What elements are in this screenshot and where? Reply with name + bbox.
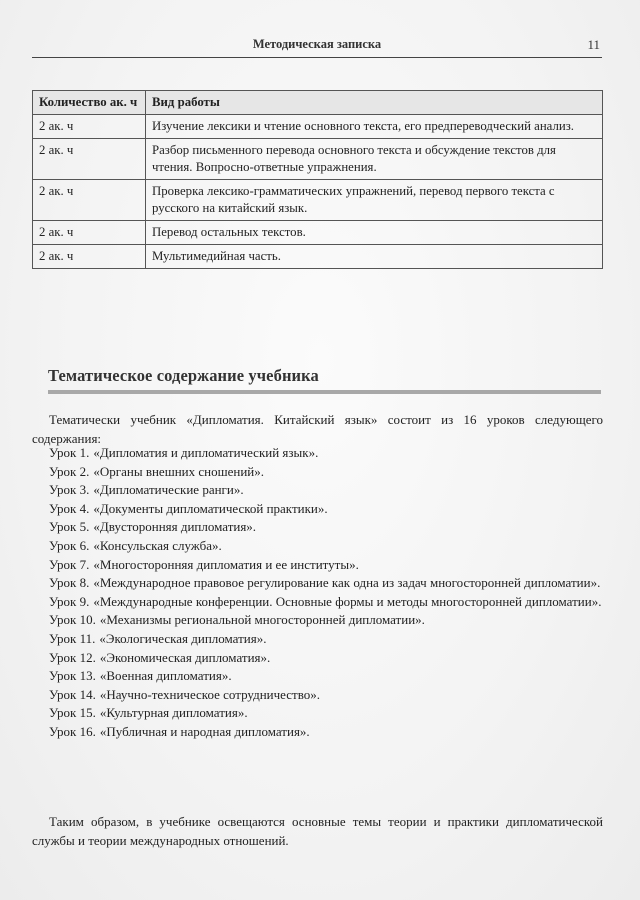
lesson-title: «Документы дипломатической практики». (93, 500, 328, 516)
cell-hours: 2 ак. ч (33, 180, 146, 221)
cell-hours: 2 ак. ч (33, 139, 146, 180)
lesson-title: «Многосторонняя дипломатия и ее институты». (93, 556, 359, 572)
cell-hours: 2 ак. ч (33, 221, 146, 245)
list-item (32, 444, 603, 463)
list-item (32, 667, 603, 686)
lesson-number: Урок 11. (49, 630, 96, 646)
running-title: Методическая записка (252, 37, 382, 51)
list-item (32, 500, 603, 519)
lesson-number: Урок 7. (49, 556, 90, 572)
column-header-hours: Количество ак. ч (33, 91, 146, 115)
list-item (32, 574, 603, 593)
lesson-title: «Публичная и народная дипломатия». (99, 723, 310, 739)
lesson-title: «Военная дипломатия». (99, 668, 232, 684)
cell-work: Проверка лексико-грамматических упражнений, перевод первого текста с русского на китайский язык. (146, 180, 603, 221)
section-heading: Тематическое содержание учебника (48, 366, 319, 385)
cell-work: Мультимедийная часть. (146, 245, 603, 269)
lesson-title: «Механизмы региональной многосторонней дипломатии». (99, 612, 425, 628)
list-item (32, 593, 603, 612)
page-number: 11 (587, 37, 600, 52)
lesson-title: «Органы внешних сношений». (93, 463, 264, 479)
table-row (33, 245, 603, 269)
lesson-list (32, 444, 603, 742)
table-row (33, 221, 603, 245)
running-header (32, 35, 602, 58)
list-item (32, 481, 603, 500)
conclusion-paragraph: Таким образом, в учебнике освещаются основные темы теории и практики дипломатической службы и теории международных отношений. (32, 814, 603, 848)
table-row (33, 115, 603, 139)
list-item (32, 704, 603, 723)
lesson-number: Урок 16. (49, 723, 96, 739)
cell-work: Изучение лексики и чтение основного текста, его предпереводческий анализ. (146, 115, 603, 139)
list-item (32, 537, 603, 556)
lesson-number: Урок 12. (49, 649, 96, 665)
work-schedule-table (32, 90, 603, 269)
table-header-row (33, 91, 603, 115)
lesson-number: Урок 2. (49, 463, 90, 479)
lesson-number: Урок 8. (49, 575, 90, 591)
list-item (32, 518, 603, 537)
list-item (32, 723, 603, 742)
lesson-title: «Дипломатия и дипломатический язык». (93, 445, 319, 460)
lesson-title: «Культурная дипломатия». (99, 705, 248, 721)
lesson-number: Урок 14. (49, 686, 96, 702)
cell-hours: 2 ак. ч (33, 245, 146, 269)
lesson-number: Урок 10. (49, 612, 96, 628)
lesson-number: Урок 9. (49, 593, 90, 609)
lesson-title: «Двусторонняя дипломатия». (93, 519, 257, 535)
lesson-title: «Консульская служба». (93, 537, 222, 553)
table-row (33, 139, 603, 180)
lesson-number: Урок 1. (49, 445, 90, 460)
column-header-work-type: Вид работы (146, 91, 603, 115)
lesson-title: «Международное правовое регулирование как одна из задач многосторонней дипломатии». (93, 575, 601, 591)
cell-work: Разбор письменного перевода основного текста и обсуждение текстов для чтения. Вопросно-ответные упражнения. (146, 139, 603, 180)
cell-hours: 2 ак. ч (33, 115, 146, 139)
lesson-title: «Научно-техническое сотрудничество». (99, 686, 321, 702)
list-item (32, 630, 603, 649)
lesson-title: «Экономическая дипломатия». (99, 649, 271, 665)
lesson-number: Урок 5. (49, 519, 90, 535)
cell-work: Перевод остальных текстов. (146, 221, 603, 245)
lesson-title: «Экологическая дипломатия». (99, 630, 267, 646)
lesson-number: Урок 4. (49, 500, 90, 516)
table-row (33, 180, 603, 221)
list-item (32, 611, 603, 630)
intro-paragraph: Тематически учебник «Дипломатия. Китайский язык» состоит из 16 уроков следующего содержания: (32, 412, 603, 446)
lesson-number: Урок 3. (49, 482, 90, 498)
lesson-number: Урок 15. (49, 705, 96, 721)
list-item (32, 556, 603, 575)
list-item (32, 463, 603, 482)
lesson-title: «Дипломатические ранги». (93, 482, 244, 498)
list-item (32, 686, 603, 705)
lesson-title: «Международные конференции. Основные формы и методы многосторонней дипломатии». (93, 593, 602, 609)
section-heading-rule (48, 390, 601, 394)
list-item (32, 649, 603, 668)
lesson-number: Урок 6. (49, 537, 90, 553)
lesson-number: Урок 13. (49, 668, 96, 684)
